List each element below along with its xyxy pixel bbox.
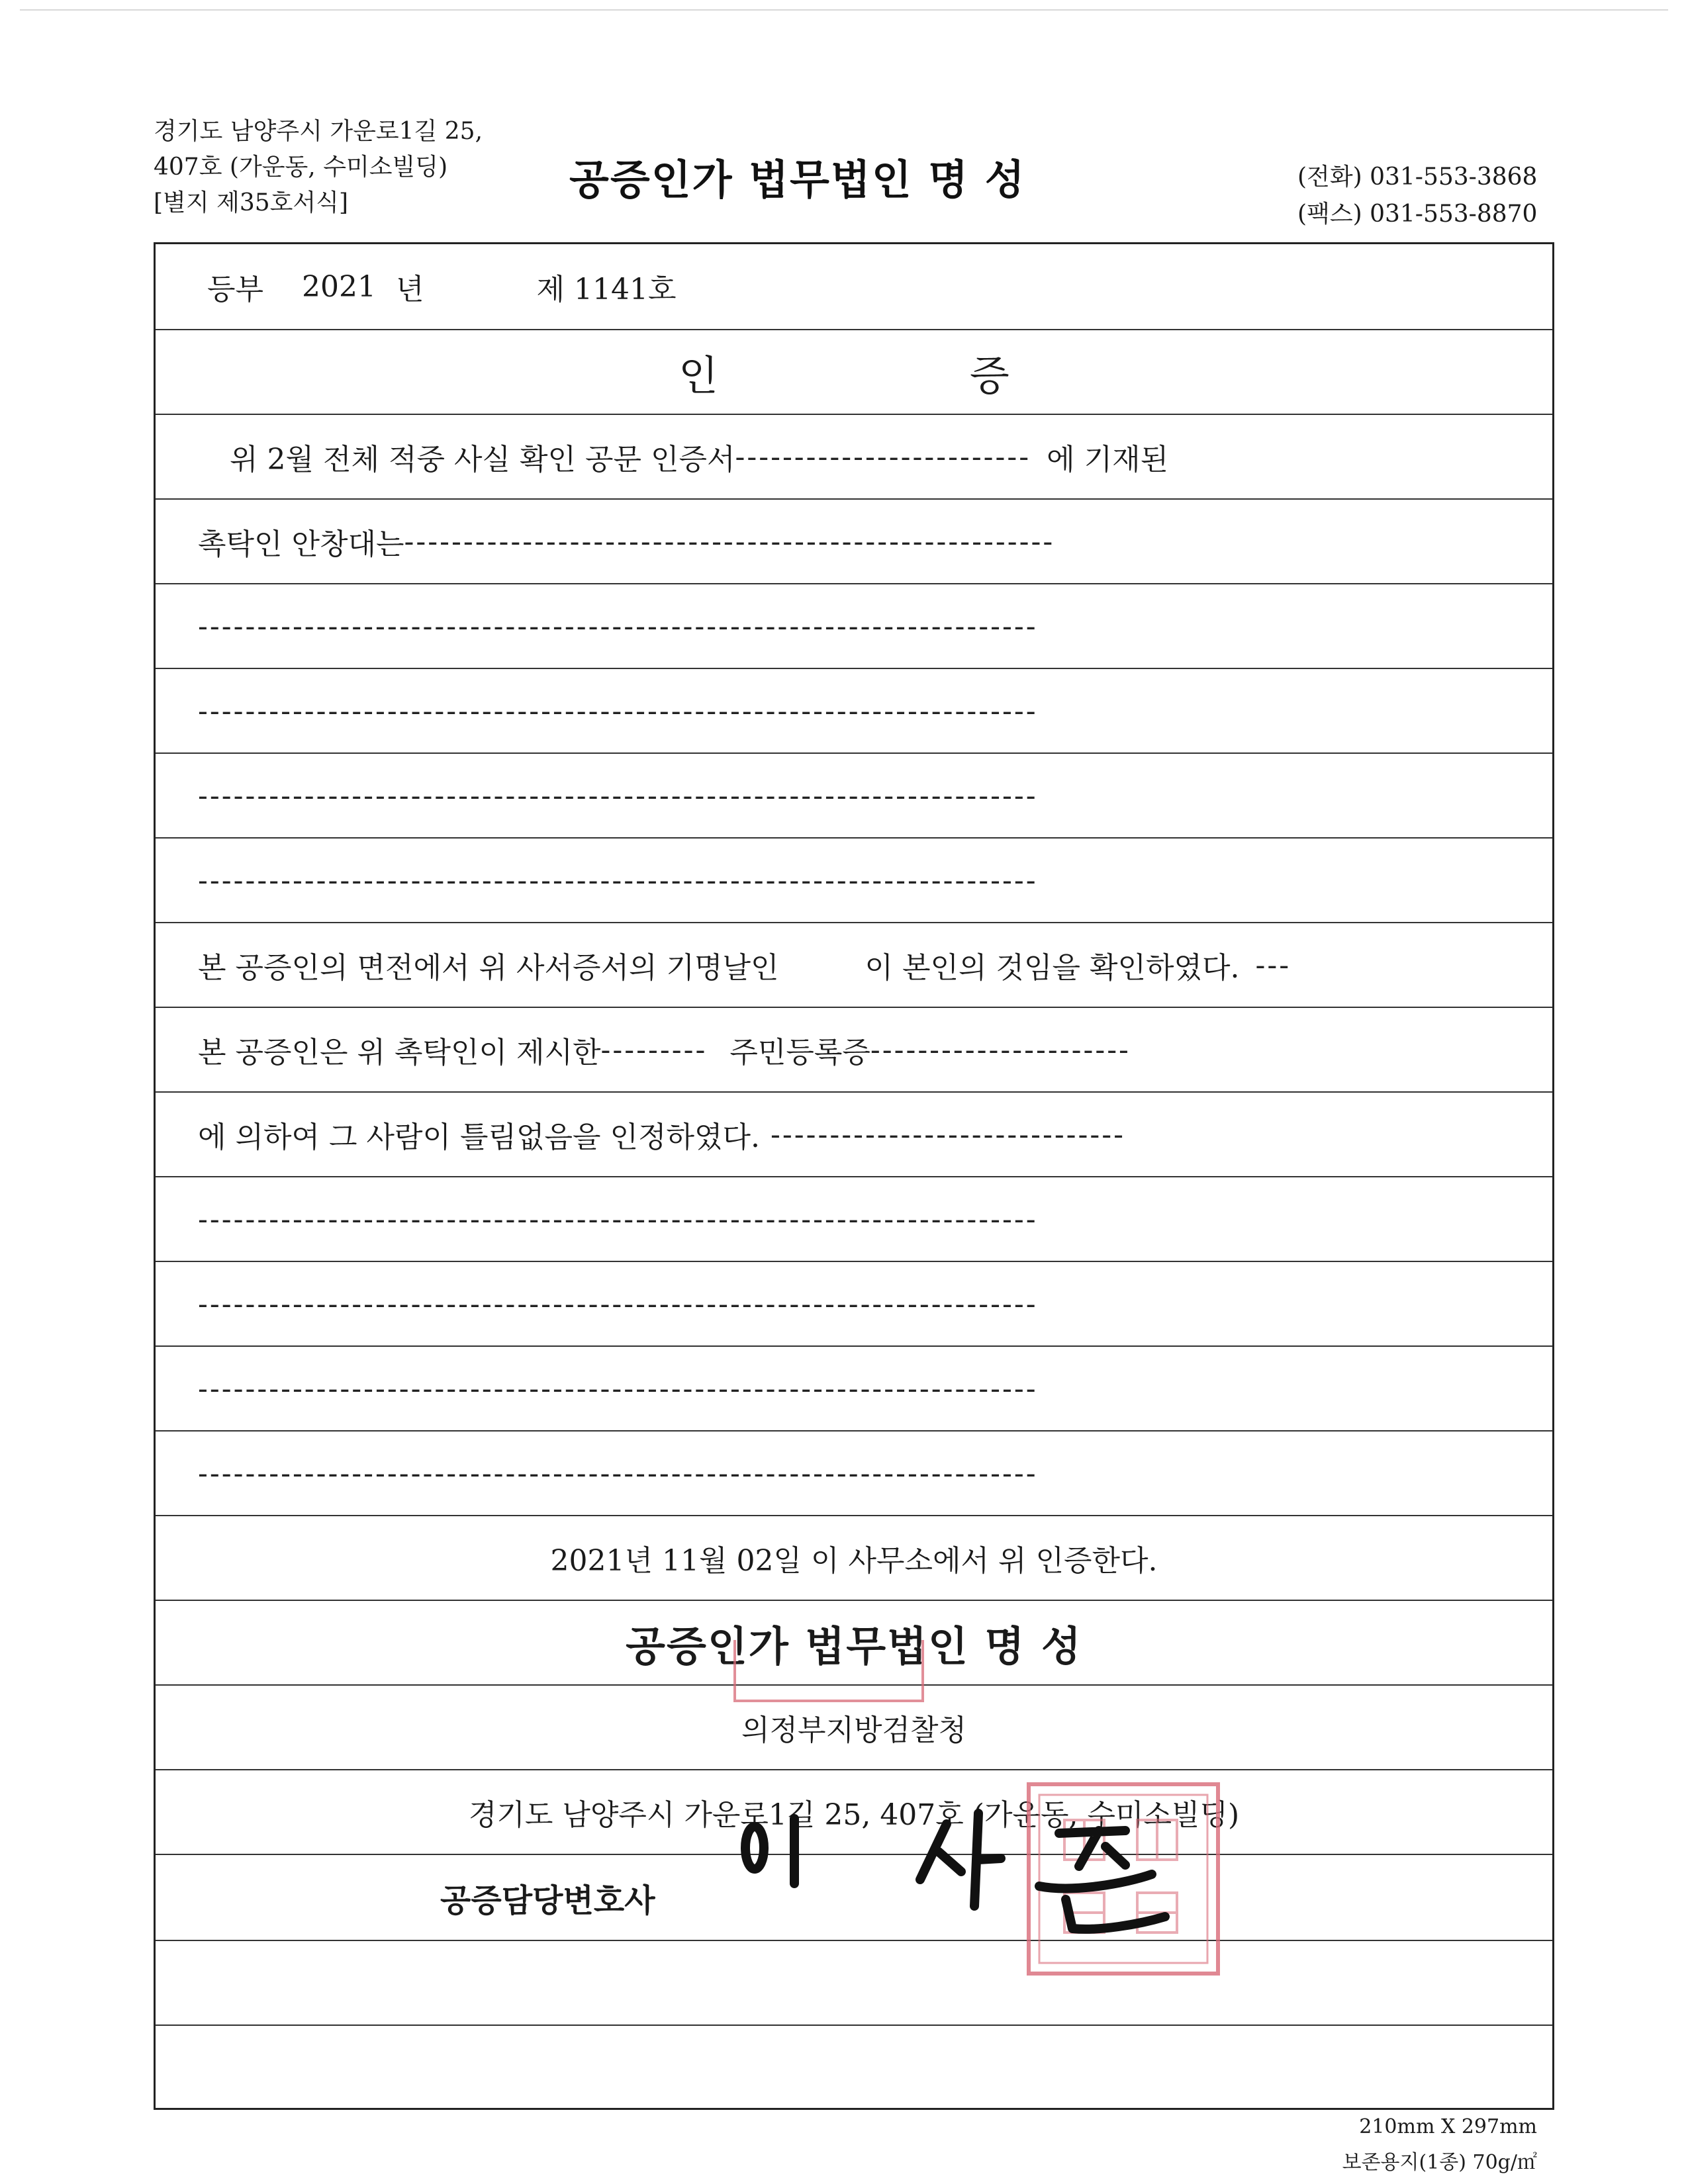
statement-3: 에 의하여 그 사람이 틀림없음을 인정하였다. <box>198 1120 760 1154</box>
blank-row <box>156 1177 1552 1262</box>
office-seal <box>733 1640 924 1702</box>
document-row <box>156 415 1552 500</box>
title-char-2: 증 <box>969 351 1009 400</box>
fill-dashes: ----------------------------------------------------------------------- <box>198 1371 1038 1406</box>
date-row <box>156 1516 1552 1601</box>
header-right <box>1297 159 1537 233</box>
statement-1b: 이 본인의 것임을 확인하였다. <box>865 951 1240 985</box>
blank-row <box>156 584 1552 669</box>
statement-2a: 본 공증인은 위 촉탁인이 제시한 <box>198 1036 601 1069</box>
lawyer-role: 공증담당변호사 <box>440 1882 655 1919</box>
fill-dashes: ----------------------------------------------------------------------- <box>198 1287 1038 1321</box>
district-office: 의정부지방검찰청 <box>741 1713 967 1747</box>
title-row <box>156 330 1552 415</box>
statement-row-3 <box>156 1093 1552 1177</box>
blank-row <box>156 839 1552 923</box>
office-address: 경기도 남양주시 가운로1길 25, 407호 (가운동, 수미소빌딩) <box>468 1798 1240 1832</box>
fill-dashes: ------------------------- <box>735 439 1031 474</box>
client-row <box>156 500 1552 584</box>
fill-dashes: ----------------------------------------------------------------------- <box>198 694 1038 728</box>
fill-dashes: ----------------------------------------------------------------------- <box>198 1456 1038 1490</box>
fill-dashes: ----------------------------------------------------------------------- <box>198 609 1038 643</box>
document-suffix: 에 기재된 <box>1047 443 1169 477</box>
office-title: 공증인가 법무법인 명 성 <box>569 156 1026 204</box>
fill-dashes: --------- <box>600 1032 708 1067</box>
address-line-1: 경기도 남양주시 가운로1길 25, <box>154 118 483 145</box>
fax-number: (팩스) 031-553-8870 <box>1297 201 1538 228</box>
blank-row <box>156 1941 1552 2026</box>
form-number: [별지 제35호서식] <box>154 189 348 216</box>
address-line-2: 407호 (가운동, 수미소빌딩) <box>154 154 448 181</box>
blank-row <box>156 669 1552 754</box>
fill-dashes: ---------------------- <box>870 1032 1131 1067</box>
blank-row <box>156 1262 1552 1347</box>
blank-row <box>156 1347 1552 1432</box>
header-left <box>154 114 483 221</box>
fill-dashes: --- <box>1255 948 1291 982</box>
blank-row <box>156 2026 1552 2109</box>
fill-dashes: ----------------------------------------------------------------------- <box>198 1202 1038 1236</box>
document-name: 위 2월 전체 적중 사실 확인 공문 인증서 <box>230 443 735 477</box>
register-year: 2021 <box>302 269 376 304</box>
handwritten-signature <box>728 1787 1192 1946</box>
statement-row-2 <box>156 1008 1552 1093</box>
register-row <box>156 244 1552 330</box>
office-name-stamp: 공증인가 법무법인 명 성 <box>626 1621 1082 1670</box>
title-char-1: 인 <box>679 351 718 400</box>
fill-dashes: ------------------------------------------------------- <box>404 524 1055 559</box>
fill-dashes: ----------------------------------------------------------------------- <box>198 778 1038 813</box>
certification-date: 2021년 11월 02일 이 사무소에서 위 인증한다. <box>550 1544 1158 1578</box>
paper-size: 210mm X 297mm <box>1359 2115 1537 2138</box>
blank-row <box>156 754 1552 839</box>
register-label: 등부 <box>207 273 264 306</box>
register-number: 제 1141호 <box>536 273 677 306</box>
top-rule <box>20 9 1668 11</box>
phone-number: (전화) 031-553-3868 <box>1297 163 1538 191</box>
fill-dashes: ------------------------------ <box>771 1117 1126 1152</box>
id-card-type: 주민등록증 <box>729 1036 870 1069</box>
blank-row <box>156 1432 1552 1516</box>
client-text: 촉탁인 안창대는 <box>198 527 404 561</box>
fill-dashes: ----------------------------------------------------------------------- <box>198 863 1038 897</box>
register-year-unit: 년 <box>396 273 424 306</box>
statement-1a: 본 공증인의 면전에서 위 사서증서의 기명날인 <box>198 951 779 985</box>
paper-type: 보존용지(1종) 70g/㎡ <box>1342 2151 1537 2174</box>
statement-row-1 <box>156 923 1552 1008</box>
